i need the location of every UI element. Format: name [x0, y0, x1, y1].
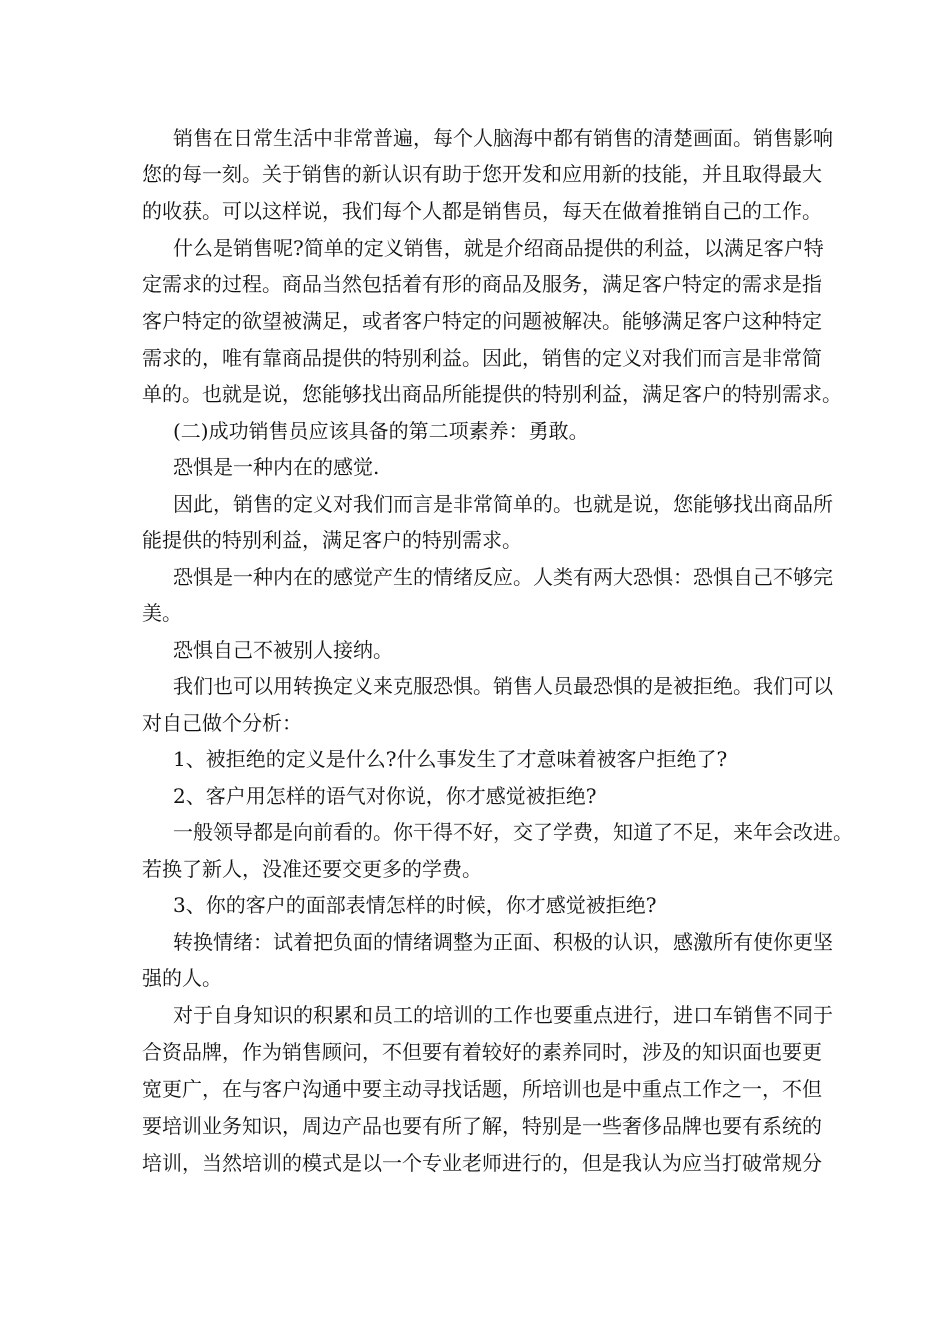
text-line: 什么是销售呢?简单的定义销售，就是介绍商品提供的利益，以满足客户特	[173, 236, 824, 260]
text-line: 恐惧是一种内在的感觉产生的情绪反应。人类有两大恐惧：恐惧自己不够完	[173, 565, 833, 589]
text-line: 对自己做个分析：	[142, 711, 302, 735]
text-line: 销售在日常生活中非常普遍，每个人脑海中都有销售的清楚画面。销售影响	[173, 126, 833, 150]
text-line: 若换了新人，没准还要交更多的学费。	[142, 857, 482, 881]
text-line: 要培训业务知识，周边产品也要有所了解，特别是一些奢侈品牌也要有系统的	[142, 1114, 822, 1138]
text-line: 客户特定的欲望被满足，或者客户特定的问题被解决。能够满足客户这种特定	[142, 309, 822, 333]
text-line: 一般领导都是向前看的。你干得不好，交了学费，知道了不足，来年会改进。	[173, 820, 853, 844]
list-item: 2、客户用怎样的语气对你说，你才感觉被拒绝?	[173, 784, 597, 808]
text-line: 单的。也就是说，您能够找出商品所能提供的特别利益，满足客户的特别需求。	[142, 382, 842, 406]
text-line: 恐惧是一种内在的感觉.	[173, 455, 380, 479]
text-line: 的收获。可以这样说，我们每个人都是销售员，每天在做着推销自己的工作。	[142, 199, 822, 223]
text-line: 合资品牌，作为销售顾问，不但要有着较好的素养同时，涉及的知识面也要更	[142, 1040, 822, 1064]
text-line: 能提供的特别利益，满足客户的特别需求。	[142, 528, 522, 552]
text-line: 恐惧自己不被别人接纳。	[173, 638, 393, 662]
text-line: 我们也可以用转换定义来克服恐惧。销售人员最恐惧的是被拒绝。我们可以	[173, 674, 833, 698]
text-line: 美。	[142, 601, 182, 625]
text-line: 宽更广，在与客户沟通中要主动寻找话题，所培训也是中重点工作之一，不但	[142, 1077, 822, 1101]
text-line: 对于自身知识的积累和员工的培训的工作也要重点进行，进口车销售不同于	[173, 1003, 833, 1027]
text-line: 强的人。	[142, 966, 222, 990]
section-heading: (二)成功销售员应该具备的第二项素养：勇敢。	[173, 419, 589, 443]
list-item: 1、被拒绝的定义是什么?什么事发生了才意味着被客户拒绝了?	[173, 747, 728, 771]
list-item: 3、你的客户的面部表情怎样的时候，你才感觉被拒绝?	[173, 893, 657, 917]
text-line: 定需求的过程。商品当然包括着有形的商品及服务，满足客户特定的需求是指	[142, 272, 822, 296]
text-line: 因此，销售的定义对我们而言是非常简单的。也就是说，您能够找出商品所	[173, 492, 833, 516]
text-line: 培训，当然培训的模式是以一个专业老师进行的，但是我认为应当打破常规分	[142, 1151, 822, 1175]
text-line: 您的每一刻。关于销售的新认识有助于您开发和应用新的技能，并且取得最大	[142, 162, 822, 186]
text-line: 转换情绪：试着把负面的情绪调整为正面、积极的认识，感激所有使你更坚	[173, 930, 833, 954]
text-line: 需求的，唯有靠商品提供的特别利益。因此，销售的定义对我们而言是非常简	[142, 346, 822, 370]
